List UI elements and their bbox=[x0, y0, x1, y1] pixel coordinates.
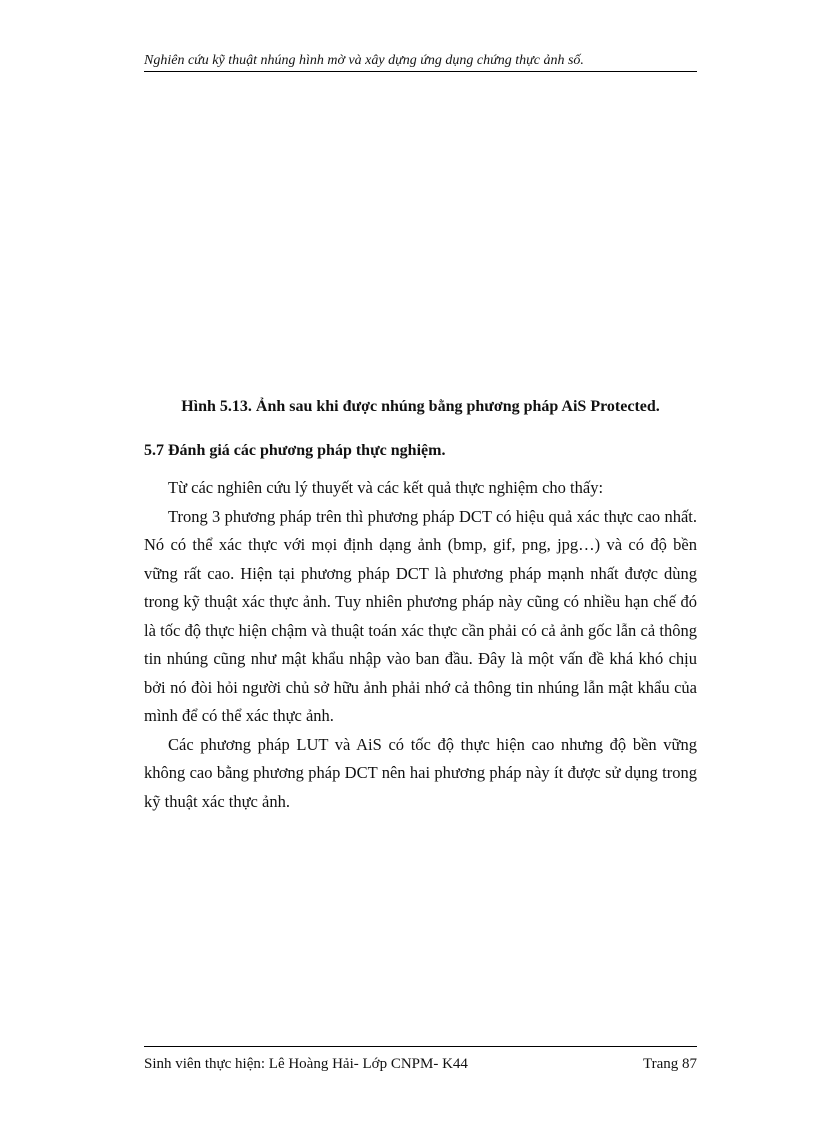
paragraph: Trong 3 phương pháp trên thì phương pháp DCT có hiệu quả xác thực cao nhất. Nó có thể xác thực với mọi định dạng ảnh (bmp, gif, png, jpg…) và có độ bền vững rất cao. Hiện tại phương pháp DCT là phương pháp mạnh nhất được dùng trong kỹ thuật xác thực ảnh. Tuy nhiên phương pháp này cũng có nhiều hạn chế đó là tốc độ thực hiện chậm và thuật toán xác thực cần phải có cả ảnh gốc lẫn cả thông tin nhúng cũng như mật khẩu nhập vào ban đầu. Đây là một vấn đề khá khó chịu bởi nó đòi hỏi người chủ sở hữu ảnh phải nhớ cả thông tin nhúng lẫn mật khẩu của mình để có thể xác thực ảnh. bbox=[144, 506, 697, 725]
paragraph: Từ các nghiên cứu lý thuyết và các kết quả thực nghiệm cho thấy: bbox=[168, 478, 604, 497]
section-body bbox=[144, 474, 697, 816]
footer-divider bbox=[144, 1046, 697, 1047]
paragraph: Các phương pháp LUT và AiS có tốc độ thực hiện cao nhưng độ bền vững không cao bằng phương pháp DCT nên hai phương pháp này ít được sử dụng trong kỹ thuật xác thực ảnh. bbox=[144, 734, 697, 811]
figure-caption: Hình 5.13. Ảnh sau khi được nhúng bằng phương pháp AiS Protected. bbox=[181, 398, 660, 415]
footer-author: Sinh viên thực hiện: Lê Hoàng Hải- Lớp CNPM- K44 bbox=[144, 1056, 468, 1072]
running-header: Nghiên cứu kỹ thuật nhúng hình mờ và xây dựng ứng dụng chứng thực ảnh số. bbox=[144, 52, 697, 72]
page-number: Trang 87 bbox=[642, 1056, 697, 1072]
section-heading: 5.7 Đánh giá các phương pháp thực nghiệm. bbox=[144, 442, 446, 459]
